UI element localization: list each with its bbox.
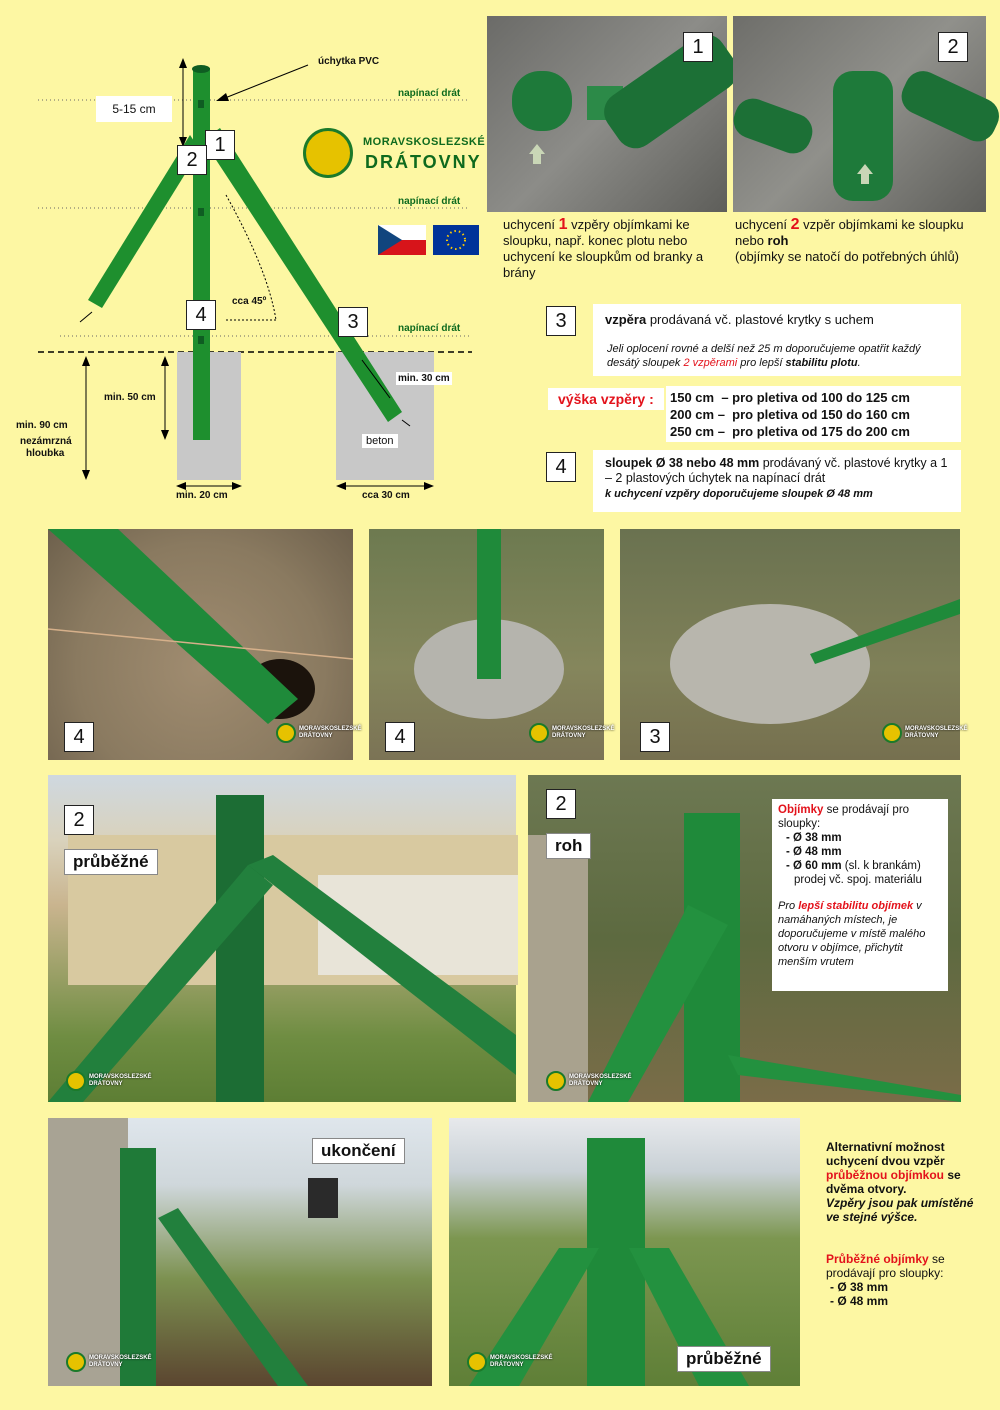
logo-emblem [303,128,353,178]
objimky-title-red: Objímky [778,804,824,816]
info4-italic: k uchycení vzpěry doporučujeme sloupek Ø 48 mm [605,488,873,500]
caption2-b: vzpěr objímkami ke sloupku nebo [735,217,964,248]
nezamrzna-label: nezámrzná [20,436,72,447]
info3-num: 3 [546,306,576,336]
photo-ukonceni [48,1118,432,1386]
dim-5-15: 5-15 cm [96,96,172,122]
caption2-bold: roh [767,233,789,248]
photo-post-hole-num: 4 [64,722,94,752]
company-logo [303,126,486,182]
photo-pruběžne-2-label: průběžné [677,1346,771,1372]
photo-pruběžne-2-logo: MORAVSKOSLEZSKÉ DRÁTOVNY [467,1352,553,1372]
info3-note-b: pro lepší [737,357,786,369]
height-row-1: 150 cm – pro pletiva od 100 do 125 cm [670,390,910,405]
info3-title-rest: prodávaná vč. plastové krytky s uchem [646,312,874,327]
heights-panel [666,386,961,442]
photo-post-hole [48,529,362,760]
wire-label-top: napínací drát [398,88,461,99]
photo-post-concrete-logo: MORAVSKOSLEZSKÉ DRÁTOVNY [529,723,615,743]
objimky-note-red: lepší stabilitu objímek [798,900,914,912]
alt-text-red: průběžnou objímkou [826,1168,944,1182]
info3-title-bold: vzpěra [605,312,647,327]
photo-ukonceni-label: ukončení [312,1138,405,1164]
min50-label: min. 50 cm [104,392,156,403]
height-row-3: 250 cm – pro pletiva od 175 do 200 cm [670,424,910,439]
photo-pruběžne-2 [449,1118,800,1386]
info4-num: 4 [546,452,576,482]
objimky-item-3: - Ø 60 mm [786,860,842,872]
photo-clamp-1-caption [503,217,718,281]
alternative-text [826,1140,986,1224]
photo-roh-num: 2 [546,789,576,819]
info3-note-red: 2 vzpěrami [683,357,738,369]
photo-brace-concrete-num: 3 [640,722,670,752]
photo-brace-concrete-logo: MORAVSKOSLEZSKÉ DRÁTOVNY [882,723,968,743]
photo-clamp-1 [487,16,727,212]
photo-pruběžne-label: průběžné [64,849,158,875]
caption2-num: 2 [790,216,800,233]
alt-text2-item-2: - Ø 48 mm [830,1294,889,1308]
info3-title [605,312,874,327]
alt-text-italic: Vzpěry jsou pak umístěné ve stejné výšce. [826,1196,974,1224]
diagram-num-3: 3 [338,307,368,337]
photo-pruběžne-num: 2 [64,805,94,835]
caption2-c: (objímky se natočí do potřebných úhlů) [735,249,960,264]
czech-flag [378,225,426,255]
info3-note-end: . [857,357,861,369]
objimky-title [778,803,942,831]
info3-note-a: Jeli oplocení rovné a delší než 25 m doporučujeme opatřit každý desátý sloupek [607,343,921,369]
caption2-a: uchycení [735,217,791,232]
photo-post-concrete-num: 4 [385,722,415,752]
caption1-b: vzpěry objímkami ke sloupku, např. konec plotu nebo uchycení ke sloupkům od branky a brány [503,217,704,280]
objimky-item-2: - Ø 48 mm [786,846,842,858]
photo-pruběžne [48,775,516,1102]
beton-label: beton [362,434,398,448]
objimky-note [778,899,942,969]
objimky-note-a: Pro [778,900,799,912]
photo-clamp-2 [733,16,986,212]
photo-clamp-2-num: 2 [938,32,968,62]
alt-text-b: se dvěma otvory. [826,1168,961,1196]
objimky-note-b: v namáhaných místech, je doporučujeme v místě malého otvoru v objímce, přichytit menším vrutem [778,900,926,968]
photo-clamp-1-num: 1 [683,32,713,62]
logo-line1: MORAVSKOSLEZSKÉ [363,136,486,148]
diagram-num-4: 4 [186,300,216,330]
photo-roh-label: roh [546,833,591,859]
photo-brace-concrete [620,529,968,760]
info4-bold: sloupek Ø 38 nebo 48 mm [605,456,760,470]
hloubka-label: hloubka [26,448,65,459]
caption1-a: uchycení [503,217,559,232]
objimky-item-3-suffix: (sl. k brankám) [841,860,921,872]
cca30-label: cca 30 cm [362,490,410,501]
photo-post-concrete [369,529,615,760]
info4-text [605,456,950,502]
height-label: výška vzpěry : [548,388,664,410]
angle-label: cca 45º [232,296,267,307]
alt-text2-red: Průběžné objímky [826,1252,929,1266]
alt-text2-item-1: - Ø 38 mm [830,1280,889,1294]
caption1-num: 1 [558,216,568,233]
objimky-footer: prodej vč. spoj. materiálu [794,874,922,886]
diagram-num-2: 2 [177,145,207,175]
wire-label-middle: napínací drát [398,196,461,207]
eu-flag [433,225,479,255]
pvc-clip-label: úchytka PVC [318,56,380,67]
min20-label: min. 20 cm [176,490,228,501]
alt-text-a: Alternativní možnost uchycení dvou vzpěr [826,1140,945,1168]
wire-label-bottom: napínací drát [398,323,461,334]
info4-panel [593,450,961,512]
info3-note [607,342,947,370]
info3-note-bold: stabilitu plotu [785,357,858,369]
photo-pruběžne-logo: MORAVSKOSLEZSKÉ DRÁTOVNY [66,1071,152,1091]
info3-panel [593,304,961,376]
min90-label: min. 90 cm [16,420,68,431]
photo-roh [528,775,961,1102]
photo-roh-logo: MORAVSKOSLEZSKÉ DRÁTOVNY [546,1071,632,1091]
alt-text2-rest: se prodávají pro sloupky: [826,1252,945,1280]
objimky-item-3-row [778,859,942,873]
objimky-item-1: - Ø 38 mm [786,832,842,844]
photo-clamp-2-caption [735,217,990,265]
photo-post-hole-logo: MORAVSKOSLEZSKÉ DRÁTOVNY [276,723,362,743]
logo-line2: DRÁTOVNY [365,152,482,172]
alternative-text-2 [826,1252,986,1308]
objimky-title-rest: se prodávají pro sloupky: [778,804,910,830]
info4-rest: prodávaný vč. plastové krytky a 1 – 2 plastových úchytek na napínací drát [605,456,948,485]
height-row-2: 200 cm – pro pletiva od 150 do 160 cm [670,407,910,422]
objimky-box [772,799,948,991]
photo-ukonceni-logo: MORAVSKOSLEZSKÉ DRÁTOVNY [66,1352,152,1372]
diagram-num-1: 1 [205,130,235,160]
min30-label: min. 30 cm [398,373,450,384]
